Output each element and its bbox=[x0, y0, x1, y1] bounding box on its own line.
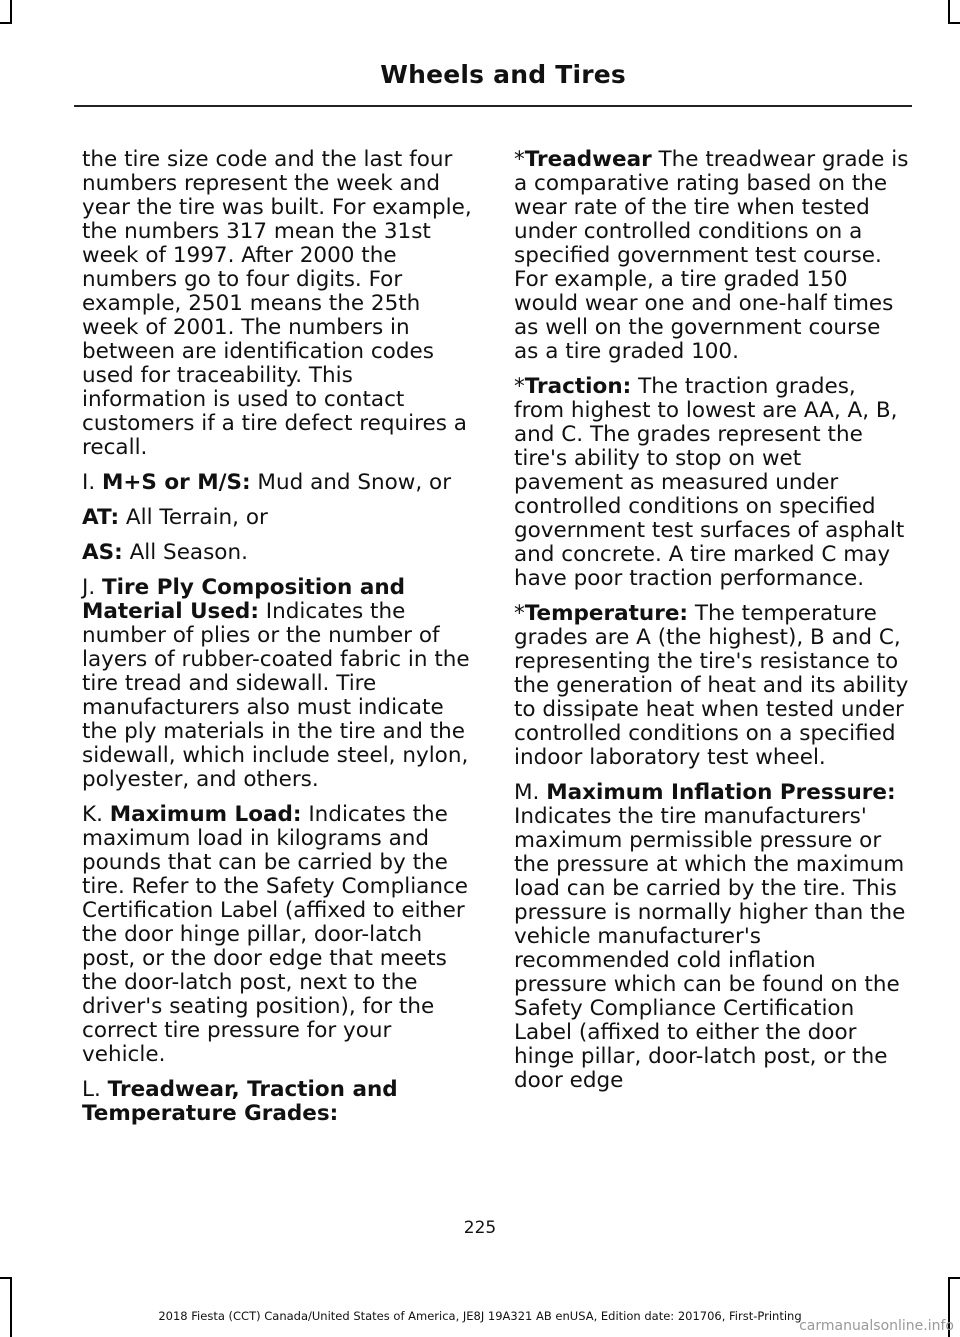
footer-edition-info: 2018 Fiesta (CCT) Canada/United States of America, JE8J 19A321 AB enUSA, Edition date: 201706, First-Printing bbox=[158, 1309, 802, 1323]
crop-mark bbox=[948, 0, 950, 24]
page-title: Wheels and Tires bbox=[380, 60, 626, 89]
crop-mark bbox=[0, 22, 12, 24]
paragraph-tire-date-code: the tire size code and the last four numbers represent the week and year the tire was built. For example, the numbers 317 mean the 31st week of 1997. After 2000 the numbers go to four digits. For example, 2501 means the 25th week of 2001. The numbers in between are identification codes used for traceability. This information is used to contact customers if a tire defect requires a recall. bbox=[82, 147, 472, 460]
left-column bbox=[82, 148, 478, 1137]
item-traction: *Traction: The traction grades, from highest to lowest are AA, A, B, and C. The grades represent the tire's ability to stop on wet pavement as measured under controlled conditions on specified government test surfaces of asphalt and concrete. A tire marked C may have poor traction performance. bbox=[514, 374, 905, 591]
crop-mark bbox=[0, 1277, 12, 1279]
term-ply-composition: Tire Ply Composition and Material Used: bbox=[82, 575, 406, 624]
term-maximum-load: Maximum Load: bbox=[109, 802, 302, 827]
page-number: 225 bbox=[463, 1218, 497, 1238]
item-j: J. Tire Ply Composition and Material Used: Indicates the number of plies or the number of layers of rubber-coated fabric in the tire tread and sidewall. Tire manufacturers also must indicate the ply materials in the tire and the sidewall, which include steel, nylon, polyester, and others. bbox=[82, 575, 470, 792]
term-traction: Traction: bbox=[524, 374, 632, 399]
term-temperature: Temperature: bbox=[524, 601, 688, 626]
term-max-inflation-pressure: Maximum Inflation Pressure: bbox=[546, 780, 896, 805]
item-k: K. Maximum Load: Indicates the maximum load in kilograms and pounds that can be carried by the tire. Refer to the Safety Compliance Certification Label (affixed to either the door hinge pillar, door-latch post, or the door edge that meets the door-latch post, next to the driver's seating position), for the correct tire pressure for your vehicle. bbox=[82, 802, 469, 1067]
item-i: I. M+S or M/S: Mud and Snow, or bbox=[82, 470, 452, 495]
header-divider bbox=[74, 105, 912, 107]
item-treadwear: *Treadwear The treadwear grade is a comparative rating based on the wear rate of the tire when tested under controlled conditions on a specified government test course. For example, a tire graded 150 would wear one and one-half times as well on the government course as a tire graded 100. bbox=[514, 147, 909, 364]
item-m: M. Maximum Inflation Pressure: Indicates the tire manufacturers' maximum permissible pressure or the pressure at which the maximum load can be carried by the tire. This pressure is normally higher than the vehicle manufacturer's recommended cold inflation pressure which can be found on the Safety Compliance Certification Label (affixed to either the door hinge pillar, door-latch post, or the door edge bbox=[514, 780, 906, 1093]
crop-mark bbox=[10, 1277, 12, 1337]
crop-mark bbox=[10, 0, 12, 24]
term-grades: Treadwear, Traction and Temperature Grades: bbox=[82, 1077, 398, 1126]
crop-mark bbox=[948, 1277, 960, 1279]
item-as: AS: All Season. bbox=[82, 540, 248, 565]
item-l: L. Treadwear, Traction and Temperature Grades: bbox=[82, 1077, 398, 1126]
right-column bbox=[514, 148, 910, 1104]
item-at: AT: All Terrain, or bbox=[82, 505, 268, 530]
term-all-season: AS: bbox=[82, 540, 123, 565]
term-mud-snow: M+S or M/S: bbox=[102, 470, 251, 495]
crop-mark bbox=[948, 22, 960, 24]
term-treadwear: Treadwear bbox=[524, 147, 652, 172]
watermark: carmanualsonline.info bbox=[799, 1318, 954, 1334]
term-all-terrain: AT: bbox=[82, 505, 120, 530]
item-temperature: *Temperature: The temperature grades are A (the highest), B and C, representing the tire's resistance to the generation of heat and its ability to dissipate heat when tested under controlled conditions on a specified indoor laboratory test wheel. bbox=[514, 601, 909, 770]
